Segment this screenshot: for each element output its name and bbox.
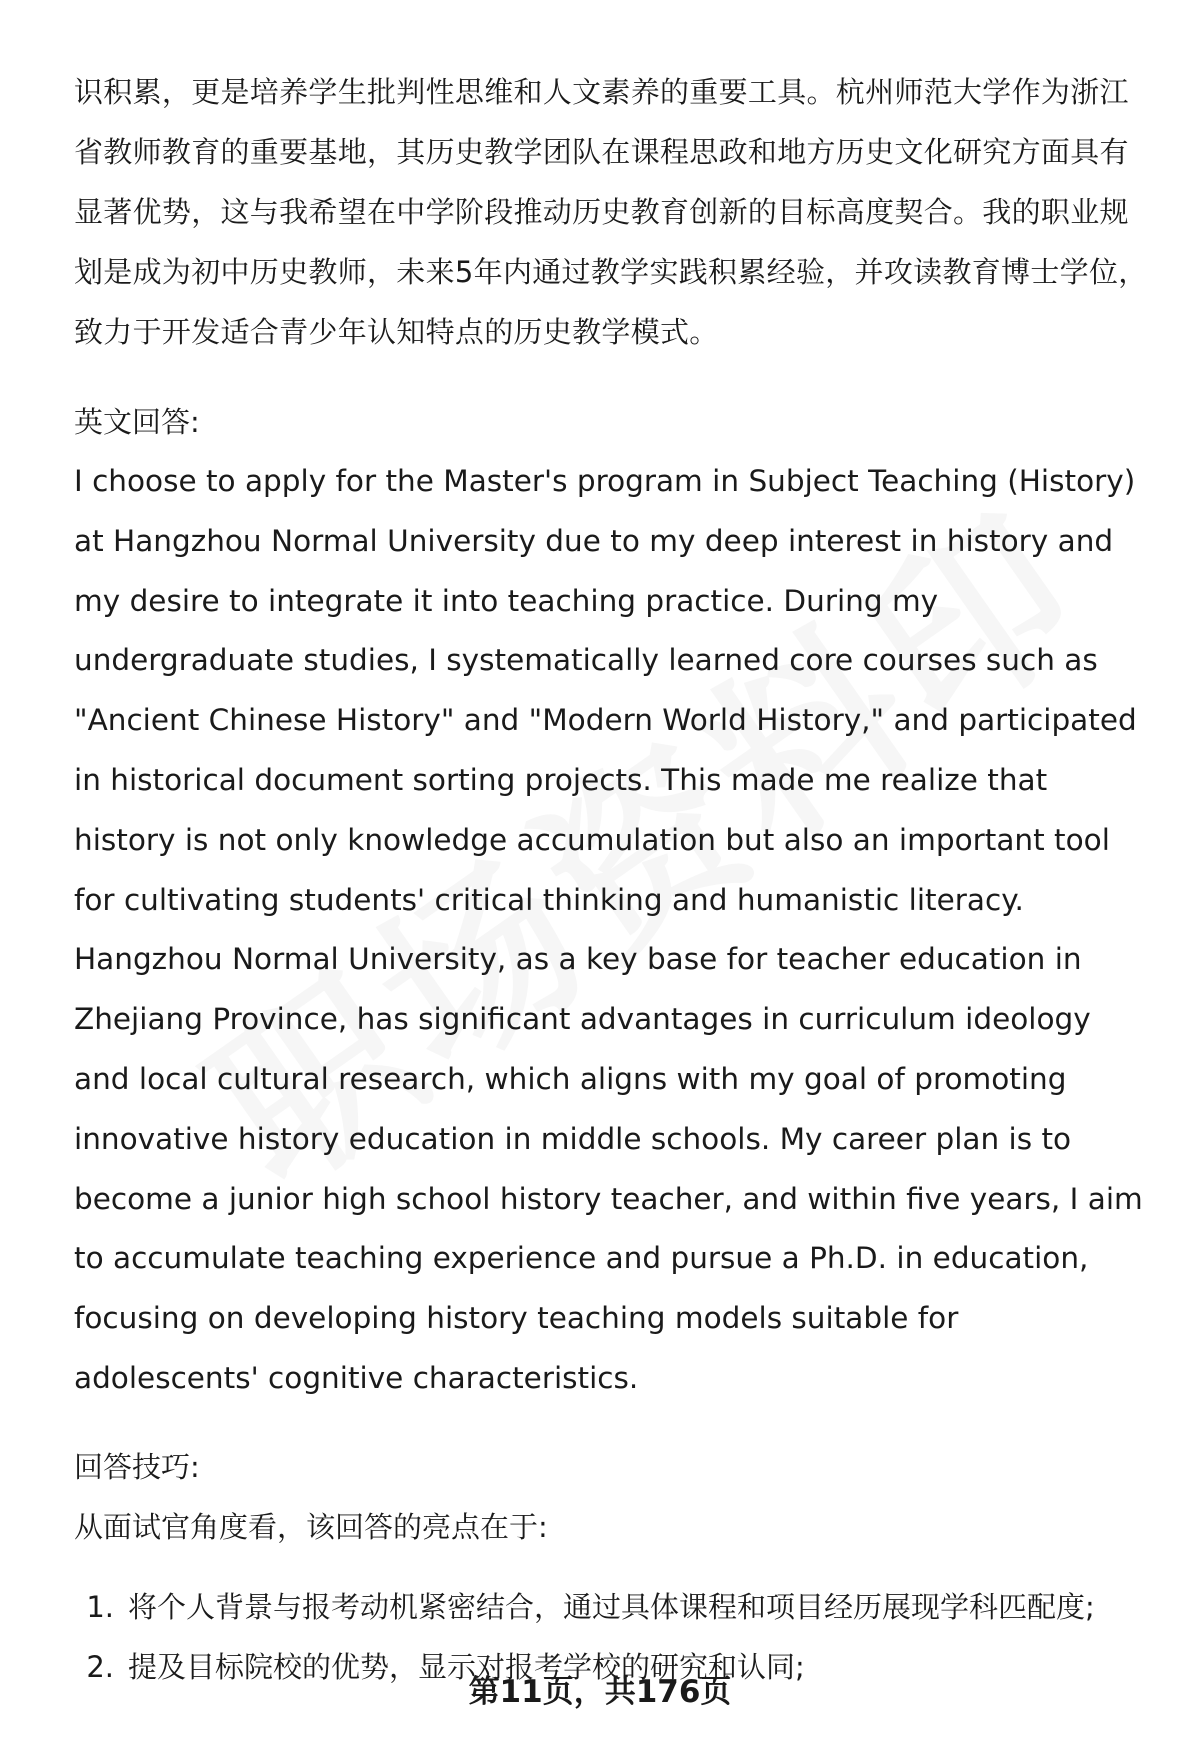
tips-label: 回答技巧: (74, 1449, 200, 1484)
page-number-footer: 第11页，共176页 (468, 1674, 732, 1710)
tips-intro: 从面试官角度看，该回答的亮点在于: (74, 1509, 548, 1544)
intro-paragraph: 识积累，更是培养学生批判性思维和人文素养的重要工具。杭州师范大学作为浙江省教师教育的重要基地，其历史教学团队在课程思政和地方历史文化研究方面具有显著优势，这与我希望在中学阶段推动历史教育创新的目标高度契合。我的职业规划是成为初中历史教师，未来5年内通过教学实践积累经验，并攻读教育博士学位，致力于开发适合青少年认知特点的历史教学模式。 (74, 75, 1148, 349)
list-item (74, 1577, 1150, 1637)
list-item-text: 将个人背景与报考动机紧密结合，通过具体课程和项目经历展现学科匹配度; (128, 1589, 1095, 1624)
english-answer-label: 英文回答: (74, 405, 200, 439)
list-item-text: 提及目标院校的优势，显示对报考学校的研究和认同; (128, 1649, 805, 1684)
english-answer-text: I choose to apply for the Master's program in Subject Teaching (History) at Hangzhou Normal University due to my deep interest in history and my desire to integrate it into teaching practice. During my undergraduate studies, I systematically learned core courses such as "Ancient Chinese History" and "Modern World History," and participated in historical document sorting projects. This made me realize that history is not only knowledge accumulation but also an important tool for cultivating students' critical thinking and humanistic literacy. Hangzhou Normal University, as a key base for teacher education in Zhejiang Province, has significant advantages in curriculum ideology and local cultural research, which aligns with my goal of promoting innovative history education in middle schools. My career plan is to become a junior high school history teacher, and within five years, I aim to accumulate teaching experience and pursue a Ph.D. in education, focusing on developing history teaching models suitable for adolescents' cognitive characteristics. (74, 464, 1143, 1395)
page-content (74, 62, 1150, 1697)
list-item-number: 2. (86, 1649, 114, 1684)
list-item-number: 1. (86, 1589, 114, 1624)
